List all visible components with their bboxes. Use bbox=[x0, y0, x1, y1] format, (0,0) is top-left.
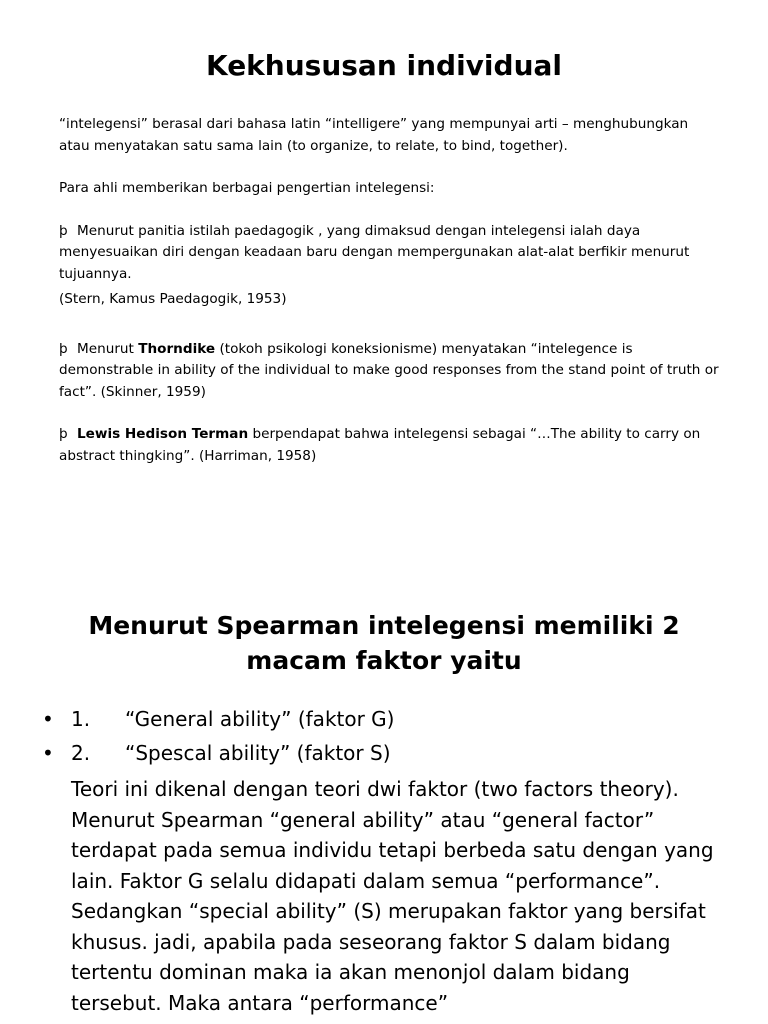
bullet-icon: • bbox=[42, 741, 54, 765]
factor-list bbox=[42, 702, 742, 770]
slide-1-title: Kekhususan individual bbox=[205, 49, 562, 82]
checkbox-bullet-icon: þ bbox=[59, 340, 68, 357]
theory-paragraph: Teori ini dikenal dengan teori dwi faktor (two factors theory). Menurut Spearman “general ability” atau “general factor” terdapat pada semua individu tetapi berbeda satu dengan yang lain. Faktor G selalu didapati dalam semua “performance”. Sedangkan “special ability” (S) merupakan faktor yang bersifat khusus. jadi, apabila pada seseorang faktor S dalam bidang tertentu dominan maka ia akan menonjol dalam bidang tersebut. Maka antara “performance” bbox=[71, 777, 714, 1015]
definition-item-1 bbox=[59, 221, 719, 286]
bullet-icon: • bbox=[42, 707, 54, 731]
definition-item-1-text: Menurut panitia istilah paedagogik , yang dimaksud dengan intelegensi ialah daya menyesuaikan diri dengan keadaan baru dengan mempergunakan alat-alat berfikir menurut tujuannya. bbox=[59, 222, 690, 282]
factor-number: 2. bbox=[71, 741, 91, 765]
checkbox-bullet-icon: þ bbox=[59, 222, 68, 239]
intro-paragraph: “intelegensi” berasal dari bahasa latin “intelligere” yang mempunyai arti – menghubungkan atau menyatakan satu sama lain (to organize, to relate, to bind, together). bbox=[59, 116, 689, 154]
definition-item-3-author: Lewis Hedison Terman bbox=[77, 426, 249, 442]
definition-item-2-prefix: Menurut bbox=[77, 340, 139, 357]
factor-list-item bbox=[42, 702, 742, 736]
factor-label: “General ability” (faktor G) bbox=[125, 707, 395, 731]
factor-list-item bbox=[42, 736, 742, 770]
checkbox-bullet-icon: þ bbox=[59, 426, 68, 442]
definition-item-2-author: Thorndike bbox=[138, 340, 216, 357]
definition-item-3 bbox=[59, 424, 719, 467]
definition-item-2 bbox=[59, 339, 719, 404]
definition-item-1-citation: (Stern, Kamus Paedagogik, 1953) bbox=[59, 291, 287, 307]
slide-2 bbox=[0, 600, 768, 1024]
definition-item-3-text: berpendapat bahwa intelegensi sebagai “…The ability to carry on abstract thingking”. (Harriman, 1958) bbox=[59, 426, 701, 464]
factor-label: “Spescal ability” (faktor S) bbox=[125, 741, 391, 765]
definition-item-2-text: (tokoh psikologi koneksionisme) menyatakan “intelegence is demonstrable in ability of the individual to make good responses from the stand point of truth or fact”. (Skinner, 1959) bbox=[59, 340, 719, 400]
lead-paragraph: Para ahli memberikan berbagai pengertian intelegensi: bbox=[59, 180, 435, 196]
slide-2-title: Menurut Spearman intelegensi memiliki 2 macam faktor yaitu bbox=[88, 611, 680, 675]
factor-number: 1. bbox=[71, 707, 91, 731]
slide-1-body bbox=[59, 114, 719, 488]
